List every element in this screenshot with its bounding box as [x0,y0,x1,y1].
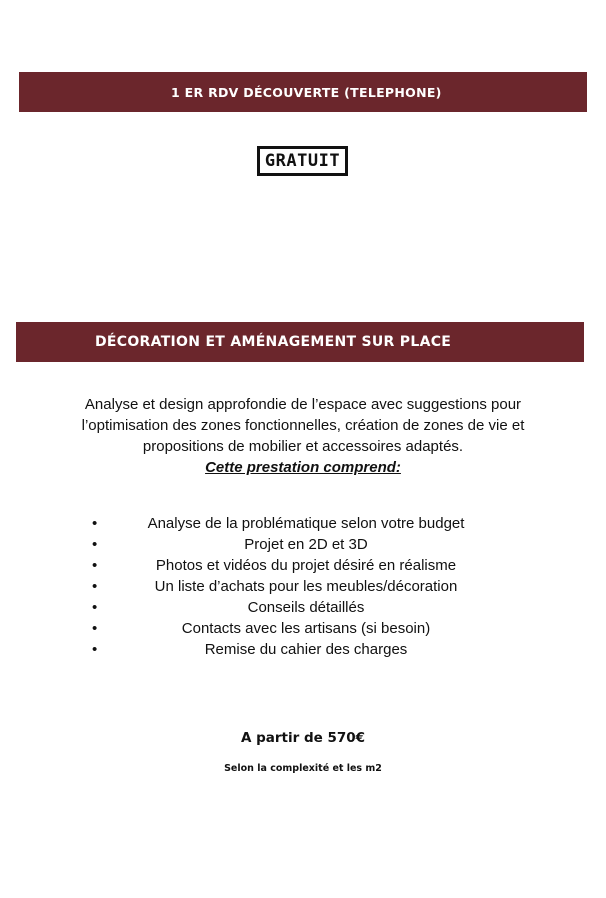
description-line: Analyse et design approfondie de l’espace avec suggestions pour [84,396,522,413]
section-title-discovery: 1 ER RDV DÉCOUVERTE (TELEPHONE) [171,84,442,100]
list-item [0,597,606,618]
list-item-text: Un liste d’achats pour les meubles/décoration [154,578,458,595]
bullet-icon: • [92,641,98,658]
description-line: propositions de mobilier et accessoires adaptés. [142,438,464,455]
bullet-icon: • [92,557,98,574]
list-item [0,576,606,597]
description-line: l’optimisation des zones fonctionnelles, création de zones de vie et [81,417,525,434]
list-item [0,534,606,555]
list-item-text: Remise du cahier des charges [204,641,408,658]
bullet-icon: • [92,536,98,553]
free-badge [257,146,348,176]
list-item-text: Conseils détaillés [247,599,365,616]
section-title-decoration: DÉCORATION ET AMÉNAGEMENT SUR PLACE [95,334,452,350]
bullet-icon: • [92,620,98,637]
section-banner-decoration [16,322,584,362]
bullet-icon: • [92,515,98,532]
service-description [40,394,566,478]
included-services-list [0,513,606,660]
bullet-icon: • [92,578,98,595]
price-label: A partir de 570€ [240,730,366,746]
bullet-icon: • [92,599,98,616]
section-banner-discovery [19,72,587,112]
list-item-text: Projet en 2D et 3D [244,536,368,553]
list-item-text: Analyse de la problématique selon votre budget [147,515,465,532]
list-item [0,618,606,639]
free-badge-label: GRATUIT [264,151,341,171]
price-note: Selon la complexité et les m2 [224,763,382,774]
list-item [0,513,606,534]
list-item-text: Photos et vidéos du projet désiré en réalisme [155,557,457,574]
includes-subtitle: Cette prestation comprend: [205,459,401,476]
list-item-text: Contacts avec les artisans (si besoin) [181,620,431,637]
list-item [0,555,606,576]
list-item [0,639,606,660]
